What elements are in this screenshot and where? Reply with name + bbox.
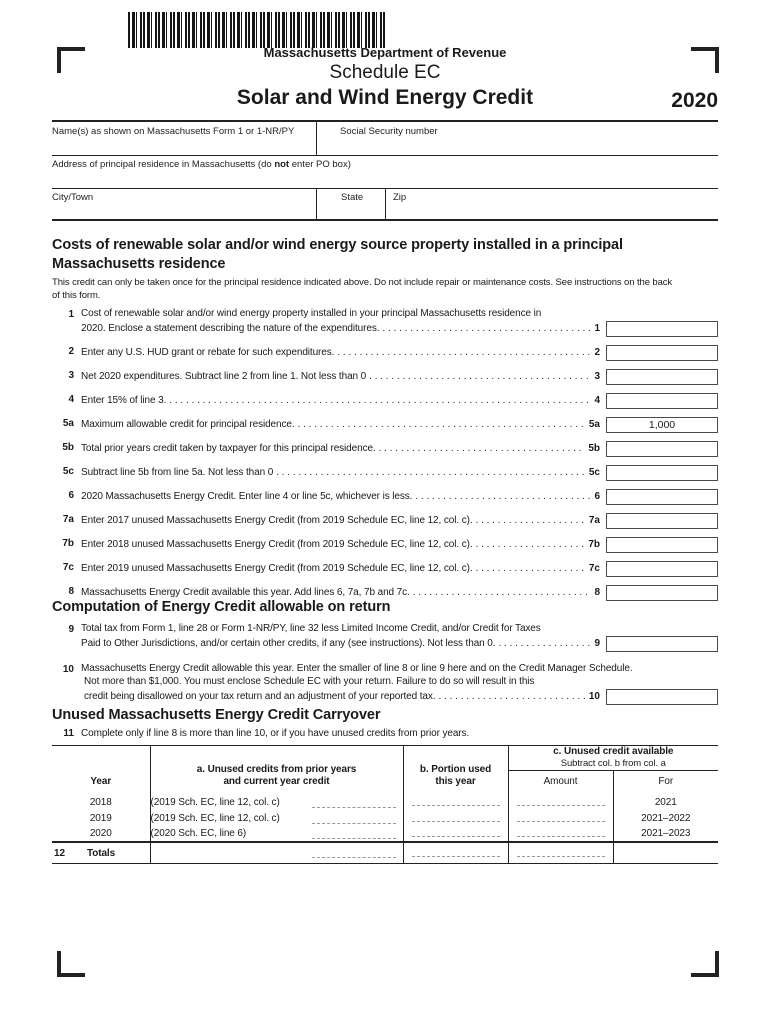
totals-col-b-entry[interactable] [412, 847, 500, 857]
line-9-input[interactable] [606, 636, 718, 652]
line-number-right: 7c [588, 563, 600, 574]
carryover-2019-amount-entry[interactable] [517, 812, 605, 822]
line-number-right: 2 [594, 347, 600, 358]
dotted-leader [169, 395, 591, 406]
line-6-input[interactable] [606, 489, 718, 505]
line-text: Massachusetts Energy Credit available this year. Add lines 6, 7a, 7b and 7c. [81, 587, 410, 598]
form-line-11 [52, 728, 718, 739]
section-computation [52, 598, 718, 712]
carryover-2019-col-a-entry[interactable] [312, 814, 396, 824]
dotted-leader [438, 691, 585, 702]
dotted-leader [379, 443, 586, 454]
dotted-leader [369, 371, 591, 382]
totals-for-cell [613, 842, 718, 864]
section-carryover [52, 706, 718, 864]
line-10-input[interactable] [606, 689, 718, 705]
city-input-area[interactable] [52, 202, 316, 218]
ssn-label: Social Security number [340, 126, 438, 137]
line-5c-input[interactable] [606, 465, 718, 481]
line-text: Subtract line 5b from line 5a. Not less than 0 [81, 467, 274, 478]
form-line-10 [52, 662, 718, 705]
line-number: 9 [68, 624, 74, 635]
address-row [52, 155, 718, 189]
row-for-years: 2021–2022 [613, 811, 718, 826]
col-header-amount: Amount [508, 771, 613, 789]
line-5a-preprinted-value: 1,000 [606, 417, 718, 433]
form-header [0, 46, 770, 110]
carryover-row-2019 [52, 811, 718, 826]
dotted-leader [476, 563, 586, 574]
line-number: 7a [62, 514, 74, 525]
carryover-2018-col-b-entry[interactable] [412, 796, 500, 806]
row-year: 2019 [89, 813, 112, 824]
line-number-right: 8 [594, 587, 600, 598]
totals-col-a-entry[interactable] [312, 848, 396, 858]
carryover-2020-amount-entry[interactable] [517, 827, 605, 837]
totals-label: Totals [86, 847, 116, 859]
state-input-area[interactable] [318, 202, 384, 218]
line-number: 5a [62, 418, 74, 429]
carryover-2020-col-a-entry[interactable] [312, 829, 396, 839]
line-text: Net 2020 expenditures. Subtract line 2 from line 1. Not less than 0 [81, 371, 367, 382]
line-text: Paid to Other Jurisdictions, and/or certain other credits, if any (see instructions). Not less than 0. [81, 638, 496, 649]
line-text: Total tax from Form 1, line 28 or Form 1-NR/PY, line 32 less Limited Income Credit, and/or Credit for Taxes [81, 623, 541, 634]
dotted-leader [476, 539, 586, 550]
line-number: 1 [68, 309, 74, 320]
line-number: 2 [68, 346, 74, 357]
form-line-9 [52, 622, 718, 652]
line-number: 10 [62, 664, 74, 675]
line-number: 4 [68, 394, 74, 405]
dotted-leader [415, 491, 591, 502]
line-7a-input[interactable] [606, 513, 718, 529]
name-label: Name(s) as shown on Massachusetts Form 1 or 1-NR/PY [52, 126, 295, 137]
line-text: Cost of renewable solar and/or wind energy property installed in your principal Massachusetts residence in [81, 308, 542, 319]
field-divider [316, 122, 317, 155]
row-for-years: 2021–2023 [613, 826, 718, 842]
dotted-leader [298, 419, 586, 430]
line-number: 7c [62, 562, 74, 573]
line-text: Not more than $1,000. You must enclose Schedule EC with your return. Failure to do so will result in this [84, 676, 535, 687]
form-line-7c [52, 560, 718, 577]
line-number-right: 5b [588, 443, 600, 454]
line-text: Enter any U.S. HUD grant or rebate for such expenditures. [81, 347, 335, 358]
address-label: Address of principal residence in Massachusetts (do not enter PO box) [52, 159, 351, 170]
section-carryover-title: Unused Massachusetts Energy Credit Carryover [52, 707, 381, 723]
line-number: 7b [62, 538, 74, 549]
field-divider [385, 188, 386, 219]
form-line-1 [52, 307, 718, 337]
carryover-row-2018 [52, 788, 718, 811]
line-number-right: 7b [588, 539, 600, 550]
row-source: (2019 Sch. EC, line 12, col. c) [150, 796, 280, 808]
line-2-input[interactable] [606, 345, 718, 361]
col-header-c: c. Unused credit available Subtract col. b from col. a [508, 746, 718, 771]
form-line-5a [52, 416, 718, 433]
form-line-5b [52, 440, 718, 457]
crop-mark-bottom-right [691, 951, 719, 977]
form-line-6 [52, 488, 718, 505]
name-ssn-row [52, 122, 718, 156]
carryover-row-2020 [52, 826, 718, 842]
totals-line-number: 12 [54, 847, 65, 859]
crop-mark-bottom-left [57, 951, 85, 977]
ssn-input-area[interactable] [318, 136, 718, 154]
line-text: Massachusetts Energy Credit allowable this year. Enter the smaller of line 8 or line 9 here and on the Credit Manager Schedule. [81, 663, 633, 674]
line-text: Total prior years credit taken by taxpayer for this principal residence. [81, 443, 376, 454]
col-header-for: For [613, 771, 718, 789]
line-7b-input[interactable] [606, 537, 718, 553]
zip-label: Zip [393, 192, 407, 203]
line-4-input[interactable] [606, 393, 718, 409]
line-number: 3 [68, 370, 74, 381]
form-title: Solar and Wind Energy Credit [236, 85, 534, 109]
dotted-leader [276, 467, 586, 478]
field-divider [316, 188, 317, 219]
line-text: Enter 15% of line 3. [81, 395, 167, 406]
dotted-leader [413, 587, 592, 598]
line-number-right: 5a [588, 419, 600, 430]
col-header-year: Year [90, 776, 112, 787]
carryover-table [52, 745, 718, 864]
barcode [128, 12, 386, 48]
line-number-right: 10 [588, 691, 600, 702]
line-number-right: 1 [594, 323, 600, 334]
row-year: 2018 [89, 796, 112, 808]
dotted-leader [337, 347, 591, 358]
line-number-right: 5c [588, 467, 600, 478]
zip-input-area[interactable] [387, 202, 718, 218]
line-text: credit being disallowed on your tax return and an adjustment of your reported tax. [84, 691, 436, 702]
schedule-name: Schedule EC [329, 61, 441, 83]
name-input-area[interactable] [52, 136, 316, 154]
form-line-7a [52, 512, 718, 529]
section-costs-title: Costs of renewable solar and/or wind energy source property installed in a principal Massachusetts residence [52, 237, 623, 272]
row-source: (2020 Sch. EC, line 6) [150, 828, 247, 839]
line-number: 6 [68, 490, 74, 501]
line-7c-input[interactable] [606, 561, 718, 577]
line-1-input[interactable] [606, 321, 718, 337]
state-label: State [341, 192, 364, 203]
city-label: City/Town [52, 192, 94, 203]
line-text: Enter 2017 unused Massachusetts Energy Credit (from 2019 Schedule EC, line 12, col. c). [81, 515, 473, 526]
carryover-2018-amount-entry[interactable] [517, 796, 605, 806]
form-line-5c [52, 464, 718, 481]
section-costs-intro: This credit can only be taken once for the principal residence indicated above. Do not include repair or maintenance costs. See instructions on the back of this form. [52, 277, 673, 301]
line-number-right: 7a [588, 515, 600, 526]
col-header-a: a. Unused credits from prior years and current year credit [150, 746, 403, 789]
row-source: (2019 Sch. EC, line 12, col. c) [150, 813, 280, 824]
row-for-years: 2021 [613, 788, 718, 811]
line-text: Enter 2018 unused Massachusetts Energy Credit (from 2019 Schedule EC, line 12, col. c). [81, 539, 473, 550]
form-line-3 [52, 368, 718, 385]
form-line-4 [52, 392, 718, 409]
form-line-7b [52, 536, 718, 553]
section-computation-title: Computation of Energy Credit allowable on return [52, 599, 391, 615]
line-number: 5c [62, 466, 74, 477]
carryover-2018-col-a-entry[interactable] [312, 798, 396, 808]
agency-name: Massachusetts Department of Revenue [263, 45, 507, 60]
form-line-2 [52, 344, 718, 361]
line-text: Complete only if line 8 is more than line 10, or if you have unused credits from prior years. [81, 728, 470, 739]
row-year: 2020 [89, 828, 112, 839]
line-text: 2020 Massachusetts Energy Credit. Enter line 4 or line 5c, whichever is less. [81, 491, 413, 502]
line-number: 11 [63, 728, 74, 739]
address-input-area[interactable] [52, 169, 718, 187]
line-number-right: 9 [594, 638, 600, 649]
dotted-leader [382, 323, 591, 334]
carryover-totals-row [52, 842, 718, 864]
line-number-right: 3 [594, 371, 600, 382]
line-text: Maximum allowable credit for principal residence. [81, 419, 295, 430]
totals-amount-entry[interactable] [517, 847, 605, 857]
line-number-right: 6 [594, 491, 600, 502]
dotted-leader [476, 515, 586, 526]
line-5b-input[interactable] [606, 441, 718, 457]
city-state-zip-row [52, 188, 718, 221]
line-text: 2020. Enclose a statement describing the nature of the expenditures. [81, 323, 380, 334]
line-number: 5b [62, 442, 74, 453]
line-text: Enter 2019 unused Massachusetts Energy Credit (from 2019 Schedule EC, line 12, col. c). [81, 563, 473, 574]
carryover-2019-col-b-entry[interactable] [412, 812, 500, 822]
section-costs [52, 236, 718, 608]
line-number-right: 4 [594, 395, 600, 406]
line-number: 8 [68, 586, 74, 597]
dotted-leader [498, 638, 591, 649]
carryover-2020-col-b-entry[interactable] [412, 827, 500, 837]
col-header-b: b. Portion used this year [403, 746, 508, 789]
tax-year: 2020 [671, 89, 718, 112]
line-3-input[interactable] [606, 369, 718, 385]
